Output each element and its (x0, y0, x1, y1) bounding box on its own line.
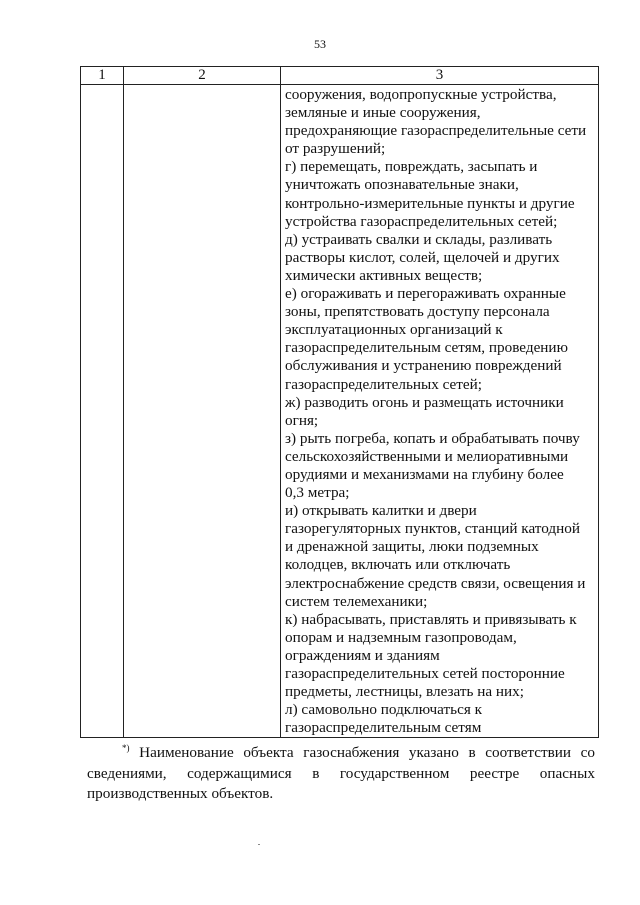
column-header-1: 1 (81, 67, 124, 85)
text-line: опорам и надземным газопроводам, (285, 628, 517, 646)
text-line: и) открывать калитки и двери (285, 502, 477, 520)
text-line: и дренажной защиты, люки подземных (285, 538, 539, 556)
footnote-word: государственном (339, 764, 450, 782)
text-line: систем телемеханики; (285, 592, 428, 610)
footnote-word: сведениями, (87, 764, 167, 782)
text-line: уничтожать опознавательные знаки, (285, 176, 519, 194)
text-line: земляные и иные сооружения, (285, 104, 481, 122)
text-line: огня; (285, 411, 319, 429)
footnote-line-2 (87, 764, 595, 785)
text-line: газорегуляторных пунктов, станций катодной (285, 520, 580, 538)
document-table (80, 66, 599, 738)
footnote-mark: *) (122, 743, 130, 753)
footnote-word: содержащимися (187, 764, 292, 782)
column-2-cell (124, 85, 281, 738)
footnote-line-1-text: Наименование объекта газоснабжения указано в соответствии со (139, 744, 596, 761)
text-line: д) устраивать свалки и склады, разливать (285, 230, 553, 248)
footnote-line-1 (87, 743, 595, 764)
text-line: газораспределительных сетей; (285, 375, 482, 393)
text-line: сельскохозяйственными и мелиоративными (285, 447, 569, 465)
text-line: ж) разводить огонь и размещать источники (285, 393, 564, 411)
text-line: орудиями и механизмами на глубину более (285, 465, 564, 483)
text-line: предметы, лестницы, влезать на них; (285, 683, 524, 701)
text-line: химически активных веществ; (285, 266, 483, 284)
text-line: зоны, препятствовать доступу персонала (285, 303, 550, 321)
footnote-word: реестре (469, 764, 520, 782)
text-line: газораспределительным сетям (285, 719, 482, 737)
page-number: 53 (314, 37, 326, 51)
table-header-row (81, 67, 599, 85)
text-line: предохраняющие газораспределительные сети (285, 122, 587, 140)
column-1-cell (81, 85, 124, 738)
footnote-word: опасных (539, 764, 595, 782)
footnote-word: в (312, 764, 320, 782)
column-3-cell (281, 85, 599, 738)
text-line: л) самовольно подключаться к (285, 701, 482, 719)
text-line: 0,3 метра; (285, 484, 350, 502)
text-line: устройства газораспределительных сетей; (285, 212, 558, 230)
text-line: растворы кислот, солей, щелочей и других (285, 248, 560, 266)
text-line: от разрушений; (285, 140, 386, 158)
text-line: к) набрасывать, приставлять и привязывать к (285, 610, 577, 628)
text-line: ограждениям и зданиям (285, 646, 440, 664)
text-line: г) перемещать, повреждать, засыпать и (285, 158, 538, 176)
footnote-line-3: производственных объектов. (87, 785, 274, 802)
text-line: контрольно-измерительные пункты и другие (285, 194, 575, 212)
table-row (81, 85, 599, 738)
text-line: колодцев, включать или отключать (285, 556, 511, 574)
scan-speck (258, 844, 260, 845)
column-header-3: 3 (281, 67, 599, 85)
text-line: сооружения, водопропускные устройства, (285, 86, 557, 103)
text-line: электроснабжение средств связи, освещения и (285, 574, 586, 592)
text-line: е) огораживать и перегораживать охранные (285, 285, 566, 303)
text-line: газораспределительным сетям, проведению (285, 339, 568, 357)
footnote (87, 743, 595, 805)
text-line: газораспределительных сетей посторонние (285, 665, 565, 682)
text-line: з) рыть погреба, копать и обрабатывать почву (285, 429, 580, 447)
column-header-2: 2 (124, 67, 281, 85)
text-line: эксплуатационных организаций к (285, 321, 503, 339)
text-line: обслуживания и устранению повреждений (285, 357, 562, 375)
